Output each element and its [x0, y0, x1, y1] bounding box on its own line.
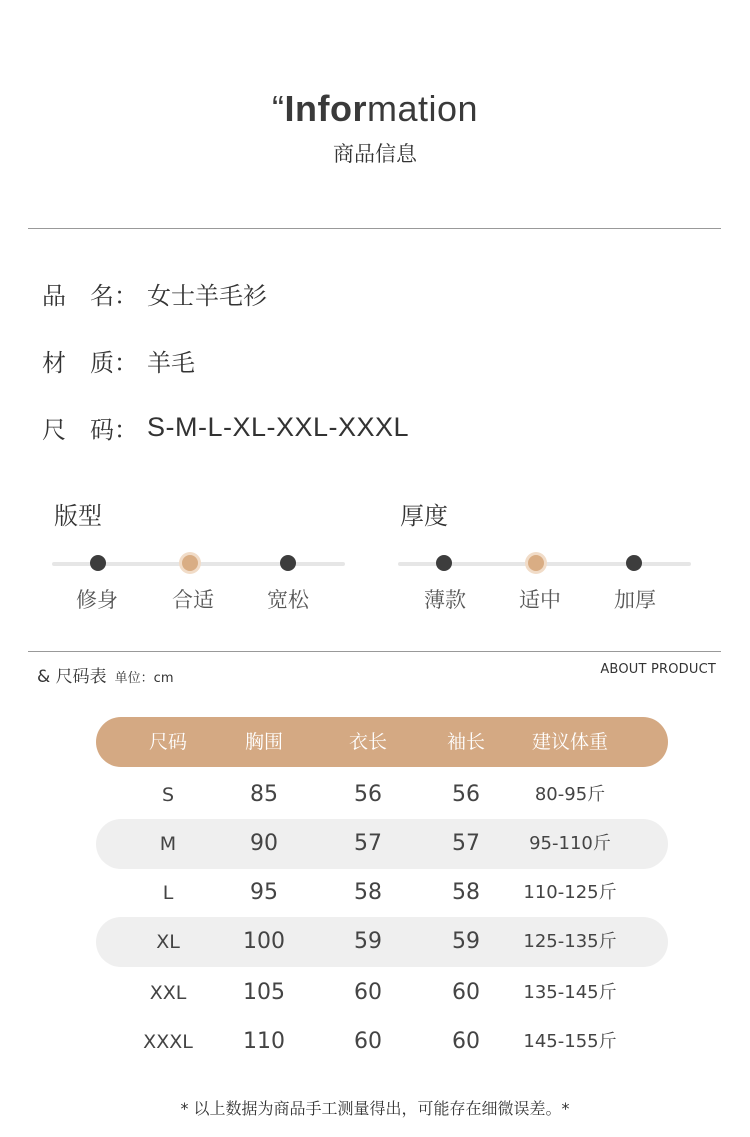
size-cell: XXXL — [143, 1031, 193, 1053]
size-cell: XL — [156, 931, 180, 953]
column-header: 尺码 — [148, 731, 187, 753]
thickness-scale-dot — [528, 555, 544, 571]
fit-scale-title: 版型 — [54, 502, 102, 530]
info-value: S-M-L-XL-XXL-XXXL — [147, 412, 410, 442]
page-subtitle: 商品信息 — [333, 142, 417, 166]
page-title — [0, 88, 750, 130]
sleeve-cell: 57 — [452, 831, 480, 856]
size-chart-title: & 尺码表 — [37, 667, 107, 687]
info-key: 材 质： — [42, 349, 138, 377]
table-row — [96, 917, 668, 967]
info-value: 女士羊毛衫 — [147, 282, 267, 310]
table-row — [96, 770, 668, 820]
chest-cell: 95 — [250, 880, 278, 905]
top-divider — [28, 228, 721, 229]
table-row — [96, 1017, 668, 1067]
chest-cell: 110 — [243, 1029, 285, 1054]
length-cell: 59 — [354, 929, 382, 954]
column-header: 衣长 — [348, 731, 387, 753]
weight-cell: 110-125斤 — [523, 882, 617, 903]
weight-cell: 125-135斤 — [523, 931, 617, 952]
fit-option-label: 宽松 — [267, 588, 309, 612]
thickness-option-label: 适中 — [519, 588, 561, 612]
info-row-material — [42, 343, 195, 378]
sleeve-cell: 59 — [452, 929, 480, 954]
column-header: 袖长 — [446, 731, 485, 753]
info-key: 品 名： — [42, 282, 138, 310]
fit-scale-dot — [182, 555, 198, 571]
sleeve-cell: 56 — [452, 782, 480, 807]
mid-divider — [28, 651, 721, 652]
size-table-header — [96, 717, 668, 767]
weight-cell: 145-155斤 — [523, 1031, 617, 1052]
chest-cell: 105 — [243, 980, 285, 1005]
fit-scale-dot — [90, 555, 106, 571]
size-chart-unit: 单位：cm — [114, 671, 174, 686]
info-header — [0, 88, 750, 168]
size-cell: XXL — [149, 982, 187, 1004]
length-cell: 56 — [354, 782, 382, 807]
length-cell: 57 — [354, 831, 382, 856]
weight-cell: 80-95斤 — [534, 784, 606, 805]
thickness-scale-dot — [436, 555, 452, 571]
about-product-label: ABOUT PRODUCT — [600, 662, 716, 677]
chest-cell: 90 — [250, 831, 278, 856]
weight-cell: 95-110斤 — [529, 833, 611, 854]
length-cell: 60 — [354, 980, 382, 1005]
title-light-part: mation — [366, 88, 479, 129]
fit-option-label: 修身 — [76, 588, 118, 612]
info-key: 尺 码： — [42, 416, 138, 444]
info-row-size — [42, 410, 409, 445]
sleeve-cell: 60 — [452, 1029, 480, 1054]
title-quote: “ — [271, 88, 285, 129]
sleeve-cell: 58 — [452, 880, 480, 905]
info-value: 羊毛 — [147, 349, 195, 377]
thickness-option-label: 薄款 — [424, 588, 466, 612]
thickness-scale-dot — [626, 555, 642, 571]
column-header: 建议体重 — [531, 731, 608, 753]
size-cell: L — [162, 882, 174, 904]
column-header: 胸围 — [244, 731, 283, 753]
weight-cell: 135-145斤 — [523, 982, 617, 1003]
length-cell: 60 — [354, 1029, 382, 1054]
title-bold-part: Infor — [284, 88, 367, 129]
chest-cell: 100 — [243, 929, 285, 954]
thickness-option-label: 加厚 — [614, 588, 656, 612]
fit-scale-dot — [280, 555, 296, 571]
measurement-note: * 以上数据为商品手工测量得出，可能存在细微误差。* — [180, 1099, 570, 1118]
size-chart-heading — [37, 662, 173, 687]
fit-option-label: 合适 — [172, 588, 214, 612]
chest-cell: 85 — [250, 782, 278, 807]
table-row — [96, 868, 668, 918]
table-row — [96, 819, 668, 869]
length-cell: 58 — [354, 880, 382, 905]
size-cell: S — [161, 784, 175, 806]
size-cell: M — [159, 833, 177, 855]
table-row — [96, 968, 668, 1018]
sleeve-cell: 60 — [452, 980, 480, 1005]
info-row-name — [42, 276, 267, 311]
thickness-scale-title: 厚度 — [400, 502, 448, 530]
